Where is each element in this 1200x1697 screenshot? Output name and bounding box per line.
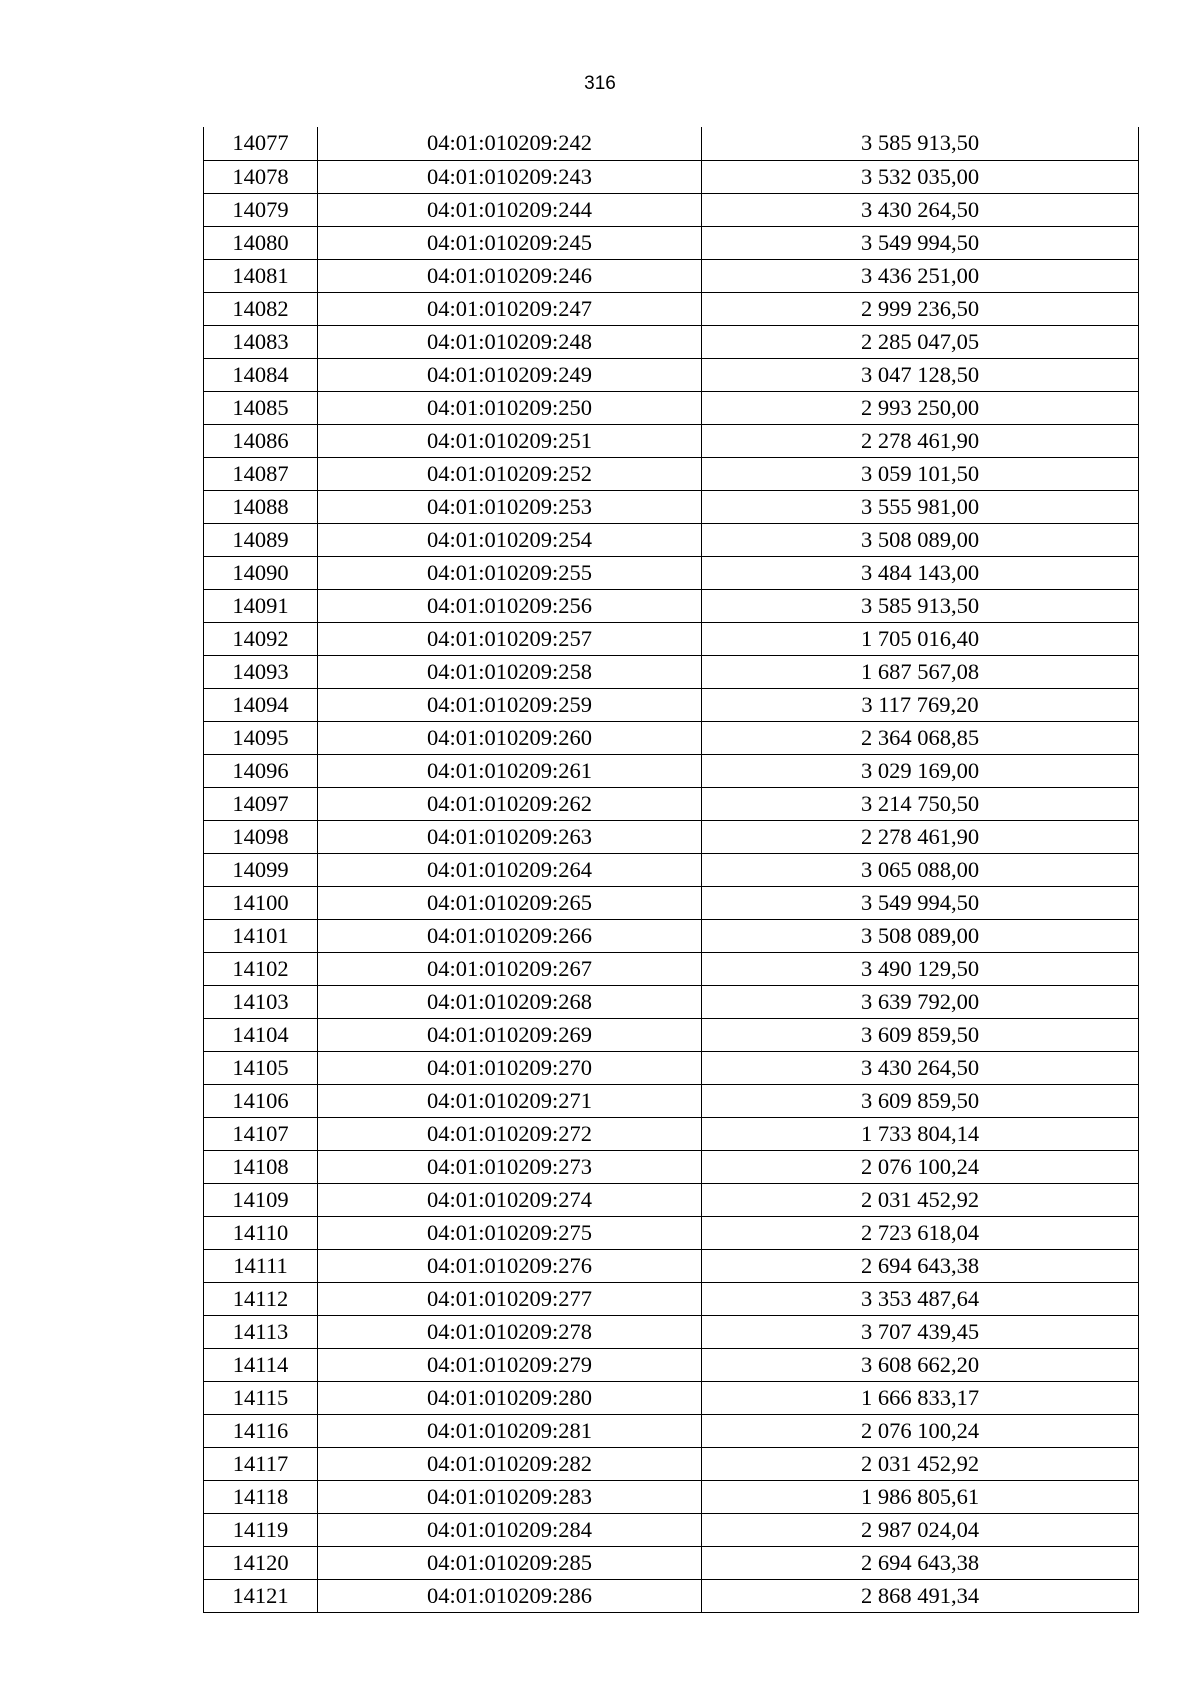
cadastral-number-cell: 04:01:010209:263 bbox=[318, 820, 702, 853]
cadastral-value-cell: 3 585 913,50 bbox=[702, 127, 1139, 160]
cadastral-number-cell: 04:01:010209:258 bbox=[318, 655, 702, 688]
table-row bbox=[204, 1513, 1139, 1546]
table-row bbox=[204, 1249, 1139, 1282]
row-number-cell: 14121 bbox=[204, 1579, 318, 1612]
cadastral-value-cell: 2 031 452,92 bbox=[702, 1183, 1139, 1216]
cadastral-value-cell: 1 666 833,17 bbox=[702, 1381, 1139, 1414]
cadastral-value-cell: 3 430 264,50 bbox=[702, 193, 1139, 226]
table-row bbox=[204, 886, 1139, 919]
cadastral-value-cell: 2 364 068,85 bbox=[702, 721, 1139, 754]
cadastral-value-cell: 1 705 016,40 bbox=[702, 622, 1139, 655]
cadastral-value-cell: 3 609 859,50 bbox=[702, 1018, 1139, 1051]
table-row bbox=[204, 292, 1139, 325]
row-number-cell: 14116 bbox=[204, 1414, 318, 1447]
cadastral-value-cell: 2 278 461,90 bbox=[702, 424, 1139, 457]
cadastral-number-cell: 04:01:010209:285 bbox=[318, 1546, 702, 1579]
cadastral-number-cell: 04:01:010209:278 bbox=[318, 1315, 702, 1348]
cadastral-number-cell: 04:01:010209:275 bbox=[318, 1216, 702, 1249]
cadastral-value-cell: 3 484 143,00 bbox=[702, 556, 1139, 589]
row-number-cell: 14096 bbox=[204, 754, 318, 787]
cadastral-value-cell: 3 065 088,00 bbox=[702, 853, 1139, 886]
table-row bbox=[204, 919, 1139, 952]
table-row bbox=[204, 688, 1139, 721]
table-row bbox=[204, 556, 1139, 589]
row-number-cell: 14102 bbox=[204, 952, 318, 985]
row-number-cell: 14104 bbox=[204, 1018, 318, 1051]
table-row bbox=[204, 1579, 1139, 1612]
cadastral-number-cell: 04:01:010209:261 bbox=[318, 754, 702, 787]
row-number-cell: 14112 bbox=[204, 1282, 318, 1315]
cadastral-value-cell: 3 508 089,00 bbox=[702, 919, 1139, 952]
cadastral-number-cell: 04:01:010209:244 bbox=[318, 193, 702, 226]
row-number-cell: 14086 bbox=[204, 424, 318, 457]
cadastral-number-cell: 04:01:010209:243 bbox=[318, 160, 702, 193]
row-number-cell: 14084 bbox=[204, 358, 318, 391]
table-row bbox=[204, 1480, 1139, 1513]
table-row bbox=[204, 1381, 1139, 1414]
table-row bbox=[204, 622, 1139, 655]
cadastral-value-cell: 3 436 251,00 bbox=[702, 259, 1139, 292]
cadastral-value-table bbox=[203, 127, 1139, 1613]
table-row bbox=[204, 424, 1139, 457]
cadastral-value-cell: 3 707 439,45 bbox=[702, 1315, 1139, 1348]
row-number-cell: 14118 bbox=[204, 1480, 318, 1513]
cadastral-value-cell: 2 076 100,24 bbox=[702, 1150, 1139, 1183]
cadastral-value-cell: 3 117 769,20 bbox=[702, 688, 1139, 721]
table-row bbox=[204, 325, 1139, 358]
table-row bbox=[204, 721, 1139, 754]
cadastral-value-cell: 2 285 047,05 bbox=[702, 325, 1139, 358]
table-row bbox=[204, 391, 1139, 424]
cadastral-number-cell: 04:01:010209:247 bbox=[318, 292, 702, 325]
cadastral-number-cell: 04:01:010209:280 bbox=[318, 1381, 702, 1414]
row-number-cell: 14085 bbox=[204, 391, 318, 424]
table-row bbox=[204, 358, 1139, 391]
cadastral-number-cell: 04:01:010209:253 bbox=[318, 490, 702, 523]
cadastral-number-cell: 04:01:010209:248 bbox=[318, 325, 702, 358]
row-number-cell: 14114 bbox=[204, 1348, 318, 1381]
cadastral-value-cell: 3 029 169,00 bbox=[702, 754, 1139, 787]
row-number-cell: 14094 bbox=[204, 688, 318, 721]
table-row bbox=[204, 1315, 1139, 1348]
cadastral-number-cell: 04:01:010209:249 bbox=[318, 358, 702, 391]
table-row bbox=[204, 1546, 1139, 1579]
cadastral-value-cell: 3 555 981,00 bbox=[702, 490, 1139, 523]
row-number-cell: 14097 bbox=[204, 787, 318, 820]
cadastral-number-cell: 04:01:010209:242 bbox=[318, 127, 702, 160]
row-number-cell: 14100 bbox=[204, 886, 318, 919]
cadastral-number-cell: 04:01:010209:272 bbox=[318, 1117, 702, 1150]
cadastral-number-cell: 04:01:010209:273 bbox=[318, 1150, 702, 1183]
cadastral-value-cell: 2 723 618,04 bbox=[702, 1216, 1139, 1249]
row-number-cell: 14083 bbox=[204, 325, 318, 358]
row-number-cell: 14099 bbox=[204, 853, 318, 886]
cadastral-value-cell: 2 993 250,00 bbox=[702, 391, 1139, 424]
table-row bbox=[204, 1414, 1139, 1447]
page-number: 316 bbox=[584, 73, 616, 94]
row-number-cell: 14081 bbox=[204, 259, 318, 292]
row-number-cell: 14088 bbox=[204, 490, 318, 523]
cadastral-number-cell: 04:01:010209:282 bbox=[318, 1447, 702, 1480]
row-number-cell: 14093 bbox=[204, 655, 318, 688]
cadastral-value-cell: 2 076 100,24 bbox=[702, 1414, 1139, 1447]
cadastral-value-cell: 3 430 264,50 bbox=[702, 1051, 1139, 1084]
cadastral-value-cell: 3 532 035,00 bbox=[702, 160, 1139, 193]
table-row bbox=[204, 1447, 1139, 1480]
row-number-cell: 14105 bbox=[204, 1051, 318, 1084]
cadastral-value-cell: 1 733 804,14 bbox=[702, 1117, 1139, 1150]
row-number-cell: 14113 bbox=[204, 1315, 318, 1348]
table-row bbox=[204, 952, 1139, 985]
row-number-cell: 14111 bbox=[204, 1249, 318, 1282]
cadastral-number-cell: 04:01:010209:250 bbox=[318, 391, 702, 424]
cadastral-value-cell: 3 608 662,20 bbox=[702, 1348, 1139, 1381]
table-row bbox=[204, 655, 1139, 688]
cadastral-value-cell: 3 549 994,50 bbox=[702, 886, 1139, 919]
row-number-cell: 14115 bbox=[204, 1381, 318, 1414]
cadastral-number-cell: 04:01:010209:276 bbox=[318, 1249, 702, 1282]
row-number-cell: 14087 bbox=[204, 457, 318, 490]
cadastral-number-cell: 04:01:010209:279 bbox=[318, 1348, 702, 1381]
cadastral-number-cell: 04:01:010209:252 bbox=[318, 457, 702, 490]
row-number-cell: 14110 bbox=[204, 1216, 318, 1249]
table-row bbox=[204, 259, 1139, 292]
cadastral-number-cell: 04:01:010209:268 bbox=[318, 985, 702, 1018]
row-number-cell: 14101 bbox=[204, 919, 318, 952]
row-number-cell: 14092 bbox=[204, 622, 318, 655]
cadastral-number-cell: 04:01:010209:254 bbox=[318, 523, 702, 556]
cadastral-value-cell: 3 585 913,50 bbox=[702, 589, 1139, 622]
cadastral-number-cell: 04:01:010209:260 bbox=[318, 721, 702, 754]
table-row bbox=[204, 1018, 1139, 1051]
table-row bbox=[204, 457, 1139, 490]
cadastral-value-cell: 3 549 994,50 bbox=[702, 226, 1139, 259]
cadastral-number-cell: 04:01:010209:246 bbox=[318, 259, 702, 292]
cadastral-number-cell: 04:01:010209:251 bbox=[318, 424, 702, 457]
cadastral-number-cell: 04:01:010209:265 bbox=[318, 886, 702, 919]
row-number-cell: 14077 bbox=[204, 127, 318, 160]
table-row bbox=[204, 787, 1139, 820]
cadastral-value-cell: 3 059 101,50 bbox=[702, 457, 1139, 490]
table-row bbox=[204, 1150, 1139, 1183]
row-number-cell: 14117 bbox=[204, 1447, 318, 1480]
table-row bbox=[204, 1084, 1139, 1117]
cadastral-value-cell: 3 508 089,00 bbox=[702, 523, 1139, 556]
cadastral-number-cell: 04:01:010209:255 bbox=[318, 556, 702, 589]
table-row bbox=[204, 1216, 1139, 1249]
table-row bbox=[204, 160, 1139, 193]
cadastral-number-cell: 04:01:010209:284 bbox=[318, 1513, 702, 1546]
row-number-cell: 14106 bbox=[204, 1084, 318, 1117]
cadastral-value-cell: 1 986 805,61 bbox=[702, 1480, 1139, 1513]
cadastral-number-cell: 04:01:010209:259 bbox=[318, 688, 702, 721]
cadastral-value-cell: 3 490 129,50 bbox=[702, 952, 1139, 985]
table-row bbox=[204, 226, 1139, 259]
cadastral-number-cell: 04:01:010209:262 bbox=[318, 787, 702, 820]
row-number-cell: 14109 bbox=[204, 1183, 318, 1216]
cadastral-value-cell: 2 278 461,90 bbox=[702, 820, 1139, 853]
table-row bbox=[204, 127, 1139, 160]
table-row bbox=[204, 1348, 1139, 1381]
cadastral-number-cell: 04:01:010209:256 bbox=[318, 589, 702, 622]
cadastral-number-cell: 04:01:010209:274 bbox=[318, 1183, 702, 1216]
row-number-cell: 14108 bbox=[204, 1150, 318, 1183]
cadastral-number-cell: 04:01:010209:271 bbox=[318, 1084, 702, 1117]
cadastral-number-cell: 04:01:010209:269 bbox=[318, 1018, 702, 1051]
cadastral-value-cell: 2 031 452,92 bbox=[702, 1447, 1139, 1480]
row-number-cell: 14098 bbox=[204, 820, 318, 853]
table-row bbox=[204, 1282, 1139, 1315]
table-row bbox=[204, 985, 1139, 1018]
table-row bbox=[204, 1051, 1139, 1084]
table-row bbox=[204, 820, 1139, 853]
cadastral-number-cell: 04:01:010209:264 bbox=[318, 853, 702, 886]
cadastral-number-cell: 04:01:010209:286 bbox=[318, 1579, 702, 1612]
table-row bbox=[204, 1183, 1139, 1216]
cadastral-value-cell: 2 999 236,50 bbox=[702, 292, 1139, 325]
row-number-cell: 14082 bbox=[204, 292, 318, 325]
cadastral-value-cell: 3 639 792,00 bbox=[702, 985, 1139, 1018]
row-number-cell: 14090 bbox=[204, 556, 318, 589]
table-row bbox=[204, 589, 1139, 622]
table-body bbox=[204, 127, 1139, 1612]
cadastral-number-cell: 04:01:010209:266 bbox=[318, 919, 702, 952]
cadastral-value-cell: 2 694 643,38 bbox=[702, 1249, 1139, 1282]
row-number-cell: 14095 bbox=[204, 721, 318, 754]
cadastral-value-cell: 2 868 491,34 bbox=[702, 1579, 1139, 1612]
cadastral-value-cell: 3 609 859,50 bbox=[702, 1084, 1139, 1117]
cadastral-number-cell: 04:01:010209:283 bbox=[318, 1480, 702, 1513]
cadastral-value-cell: 3 214 750,50 bbox=[702, 787, 1139, 820]
cadastral-number-cell: 04:01:010209:281 bbox=[318, 1414, 702, 1447]
cadastral-value-cell: 1 687 567,08 bbox=[702, 655, 1139, 688]
table-row bbox=[204, 853, 1139, 886]
cadastral-number-cell: 04:01:010209:267 bbox=[318, 952, 702, 985]
table-row bbox=[204, 490, 1139, 523]
row-number-cell: 14091 bbox=[204, 589, 318, 622]
cadastral-value-cell: 2 694 643,38 bbox=[702, 1546, 1139, 1579]
cadastral-number-cell: 04:01:010209:257 bbox=[318, 622, 702, 655]
cadastral-value-cell: 2 987 024,04 bbox=[702, 1513, 1139, 1546]
row-number-cell: 14080 bbox=[204, 226, 318, 259]
row-number-cell: 14120 bbox=[204, 1546, 318, 1579]
table-row bbox=[204, 193, 1139, 226]
cadastral-number-cell: 04:01:010209:270 bbox=[318, 1051, 702, 1084]
row-number-cell: 14079 bbox=[204, 193, 318, 226]
row-number-cell: 14103 bbox=[204, 985, 318, 1018]
cadastral-number-cell: 04:01:010209:277 bbox=[318, 1282, 702, 1315]
row-number-cell: 14089 bbox=[204, 523, 318, 556]
cadastral-value-cell: 3 353 487,64 bbox=[702, 1282, 1139, 1315]
row-number-cell: 14119 bbox=[204, 1513, 318, 1546]
cadastral-value-cell: 3 047 128,50 bbox=[702, 358, 1139, 391]
table-row bbox=[204, 1117, 1139, 1150]
cadastral-number-cell: 04:01:010209:245 bbox=[318, 226, 702, 259]
row-number-cell: 14078 bbox=[204, 160, 318, 193]
table-row bbox=[204, 754, 1139, 787]
row-number-cell: 14107 bbox=[204, 1117, 318, 1150]
table-row bbox=[204, 523, 1139, 556]
